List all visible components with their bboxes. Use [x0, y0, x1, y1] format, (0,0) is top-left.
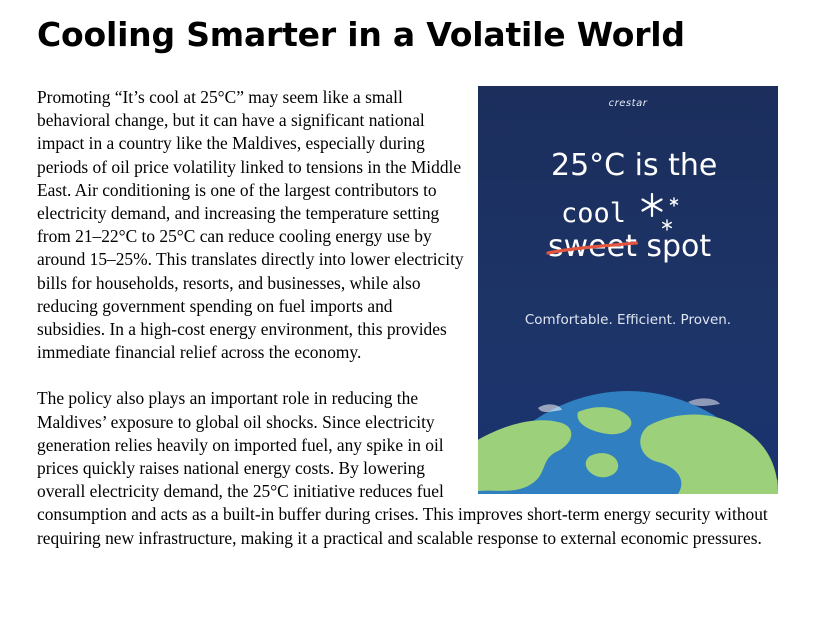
document-body	[37, 86, 809, 550]
poster-headline-line3	[548, 229, 711, 265]
document-title: Cooling Smarter in a Volatile World	[37, 15, 685, 54]
poster-headline-cool: cool	[561, 198, 627, 229]
paragraph-oil-price-impact: Promoting “It’s cool at 25°C” may seem like a small behavioral change, but it can have a significant national impact in a country like the Maldives, especially during periods of oil price volatility linked to tensions in the Middle East. Air conditioning is one of the largest contributors to electricity demand, and increasing the temperature setting from 21–22°C to 25°C can reduce cooling energy use by around 15–25%. This translates directly into lower electricity bills for households, resorts, and businesses, while also reducing government spending on fuel imports and subsidies. In a high-cost energy environment, this provides immediate financial relief across the economy.	[37, 87, 464, 363]
poster-struck-word	[548, 229, 637, 265]
poster-struck-word-text: sweet	[548, 229, 637, 264]
poster-brand-logo: crestar	[608, 98, 648, 109]
cool-spot-poster	[478, 86, 778, 494]
paragraph-energy-security: The policy also plays an important role in reducing the Maldives’ exposure to global oil shocks. Since electricity generation relies heavily on imported fuel, any spike in oil prices quickly raises national energy costs. By lowering overall electricity demand, the 25°C initiative reduces fuel consumption and acts as a built-in buffer during crises. This improves short-term energy security without requiring new infrastructure, making it a practical and scalable response to external economic pressures.	[37, 388, 768, 548]
poster-headline-spot: spot	[636, 229, 712, 264]
earth-illustration	[478, 386, 778, 494]
poster-headline-line1: 25°C is the	[551, 148, 718, 183]
poster-tagline: Comfortable. Efficient. Proven.	[524, 312, 732, 328]
